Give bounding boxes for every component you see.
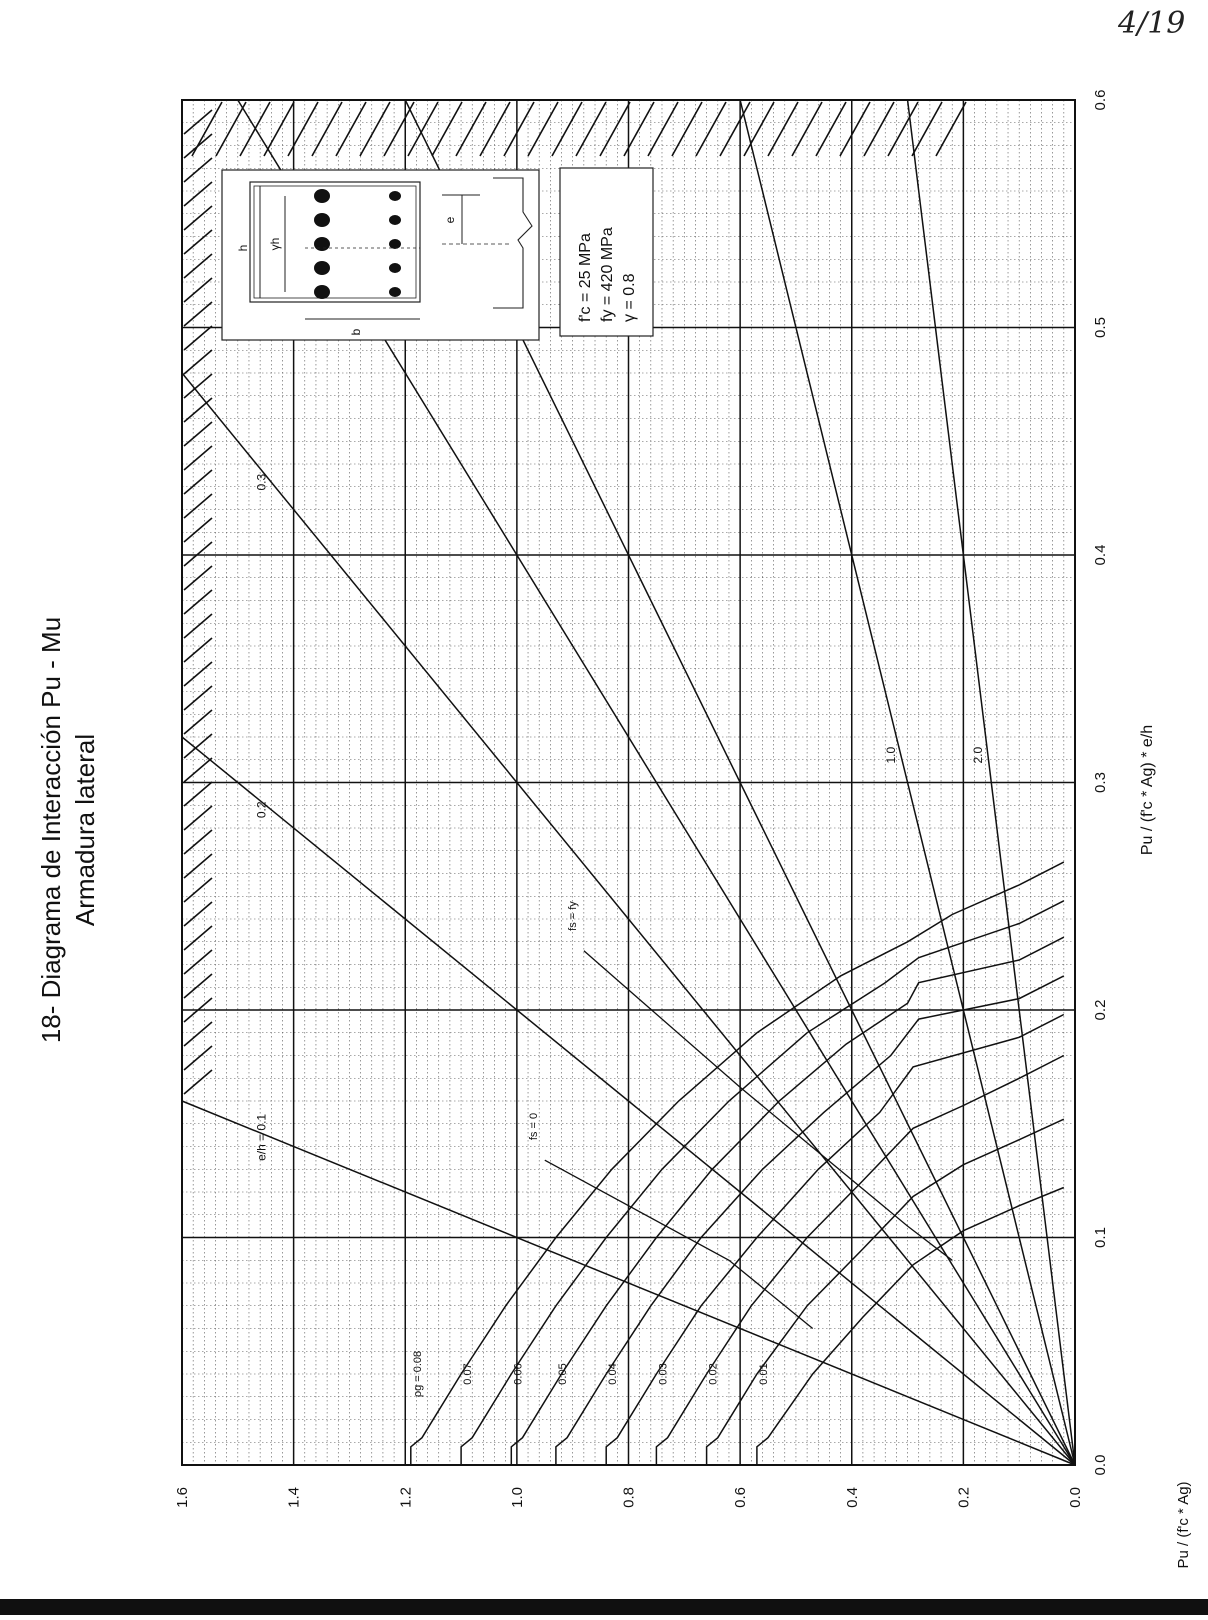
- hatch-mark: [184, 158, 212, 182]
- rho-curve-label: 0.06: [512, 1363, 525, 1385]
- hatch-mark: [184, 326, 212, 350]
- hatch-mark: [184, 686, 212, 710]
- x-tick-label: 0.1: [1092, 1227, 1109, 1248]
- hatch-mark: [184, 614, 212, 638]
- hatch-mark: [184, 518, 212, 542]
- hatch-mark: [184, 278, 212, 302]
- hatch-mark: [936, 102, 966, 156]
- rho-curve-label: 0.02: [707, 1363, 720, 1385]
- hatch-mark: [288, 102, 318, 156]
- hatch-mark: [184, 758, 212, 782]
- eh-line-label: e/h = 0.1: [254, 1113, 269, 1161]
- eh-line-label: 2.0: [970, 746, 985, 764]
- hatch-mark: [504, 102, 534, 156]
- title-block: [36, 617, 100, 1043]
- hatch-mark: [600, 102, 630, 156]
- y-tick-label: 0.0: [1067, 1487, 1084, 1508]
- hatch-mark: [184, 542, 212, 566]
- hatch-mark: [816, 102, 846, 156]
- hatch-mark: [456, 102, 486, 156]
- hatch-mark: [184, 110, 212, 134]
- hatch-mark: [184, 710, 212, 734]
- y-tick-label: 0.6: [732, 1487, 750, 1508]
- hatch-mark: [264, 102, 294, 156]
- hatch-mark: [184, 878, 212, 902]
- hatch-mark: [184, 974, 212, 998]
- x-tick-label: 0.5: [1092, 317, 1109, 338]
- x-tick-label: 0.0: [1092, 1454, 1109, 1476]
- hatch-mark: [184, 206, 212, 230]
- hatch-mark: [768, 102, 798, 156]
- hatch-mark: [216, 102, 246, 156]
- hatch-mark: [184, 830, 212, 854]
- material-properties-box: [560, 168, 653, 336]
- y-tick-label: 0.4: [843, 1487, 861, 1508]
- fs-curves: [545, 951, 952, 1329]
- y-tick-label: 0.2: [955, 1487, 973, 1508]
- hatch-mark: [432, 102, 462, 156]
- rho-curve-label: 0.05: [556, 1363, 569, 1385]
- hatch-mark: [864, 102, 894, 156]
- rho-curve-label: 0.01: [757, 1363, 770, 1385]
- hatch-mark: [184, 902, 212, 926]
- hatch-mark: [184, 950, 212, 974]
- hatch-mark: [312, 102, 342, 156]
- hatch-mark: [696, 102, 726, 156]
- chart-title: 18- Diagrama de Interacción Pu - Mu: [36, 616, 66, 1044]
- hatch-mark: [184, 470, 212, 494]
- hatch-mark: [184, 854, 212, 878]
- rho-curve-label: 0.07: [462, 1363, 475, 1385]
- x-tick-label: 0.6: [1092, 89, 1109, 111]
- hatch-mark: [360, 102, 390, 156]
- hatch-mark: [184, 662, 212, 686]
- hatch-mark: [792, 102, 822, 156]
- hatch-mark: [184, 1046, 212, 1070]
- section-label-e: e: [443, 216, 457, 224]
- y-tick-label: 1.6: [174, 1487, 191, 1508]
- hatch-mark: [184, 566, 212, 590]
- eh-line-label: 1.0: [883, 746, 898, 764]
- scan-edge-band: [0, 1599, 1208, 1615]
- hatch-mark: [576, 102, 606, 156]
- hatch-mark: [184, 374, 212, 398]
- hatch-mark: [720, 102, 750, 156]
- section-diagram: [222, 170, 539, 340]
- fs-curve-label: fs = fy: [566, 901, 579, 931]
- hatch-mark: [336, 102, 366, 156]
- hatch-mark: [192, 102, 222, 156]
- page-number: 4/19: [1118, 6, 1186, 41]
- hatch-mark: [552, 102, 582, 156]
- hatch-mark: [184, 494, 212, 518]
- hatch-mark: [184, 782, 212, 806]
- rho-curve-label: 0.04: [607, 1363, 620, 1385]
- hatch-mark: [184, 182, 212, 206]
- hatch-mark: [184, 302, 212, 326]
- rho-curve-label: ρg = 0.08: [411, 1350, 424, 1398]
- hatch-mark: [672, 102, 702, 156]
- eh-line-label: 0.3: [254, 473, 269, 491]
- y-tick-label: 0.8: [620, 1487, 638, 1508]
- rho-curve: [606, 1015, 1064, 1466]
- x-axis-label: Pu / (f'c * Ag) * e/h: [1139, 724, 1156, 856]
- hatch-mark: [184, 734, 212, 758]
- chart-subtitle: Armadura lateral: [70, 733, 100, 927]
- rho-curves: [411, 862, 1064, 1465]
- hatch-mark: [408, 102, 438, 156]
- y-tick-label: 1.2: [397, 1487, 415, 1508]
- section-label-b: b: [349, 328, 363, 336]
- material-fy: fy = 420 MPa: [599, 227, 616, 322]
- hatch-mark: [744, 102, 774, 156]
- hatch-mark: [184, 1022, 212, 1046]
- y-axis-label: Pu / (f'c * Ag): [1175, 1481, 1192, 1569]
- x-tick-label: 0.2: [1092, 999, 1109, 1021]
- y-tick-label: 1.0: [508, 1487, 526, 1508]
- material-fc: f'c = 25 MPa: [577, 233, 594, 322]
- rho-curve-label: 0.03: [657, 1363, 670, 1385]
- hatch-mark: [184, 446, 212, 470]
- hatch-mark: [184, 806, 212, 830]
- hatch-mark: [184, 590, 212, 614]
- hatch-mark: [184, 638, 212, 662]
- hatch-mark: [184, 1070, 212, 1094]
- section-label-h: h: [236, 244, 250, 252]
- y-tick-label: 1.4: [285, 1487, 303, 1508]
- hatch-mark: [528, 102, 558, 156]
- fs-curve-label: fs = 0: [527, 1112, 540, 1141]
- material-gamma: γ = 0.8: [621, 273, 638, 322]
- hatch-mark: [184, 350, 212, 374]
- hatch-mark: [184, 422, 212, 446]
- x-tick-label: 0.3: [1092, 772, 1109, 793]
- hatch-mark: [184, 254, 212, 278]
- hatch-mark: [648, 102, 678, 156]
- x-tick-label: 0.4: [1092, 544, 1109, 566]
- eh-line-label: 0.2: [254, 801, 269, 819]
- section-label-gamma-h: γh: [268, 237, 282, 251]
- hatch-mark: [184, 230, 212, 254]
- hatch-mark: [912, 102, 942, 156]
- hatch-mark: [840, 102, 870, 156]
- hatch-mark: [184, 926, 212, 950]
- rho-curve: [511, 937, 1064, 1465]
